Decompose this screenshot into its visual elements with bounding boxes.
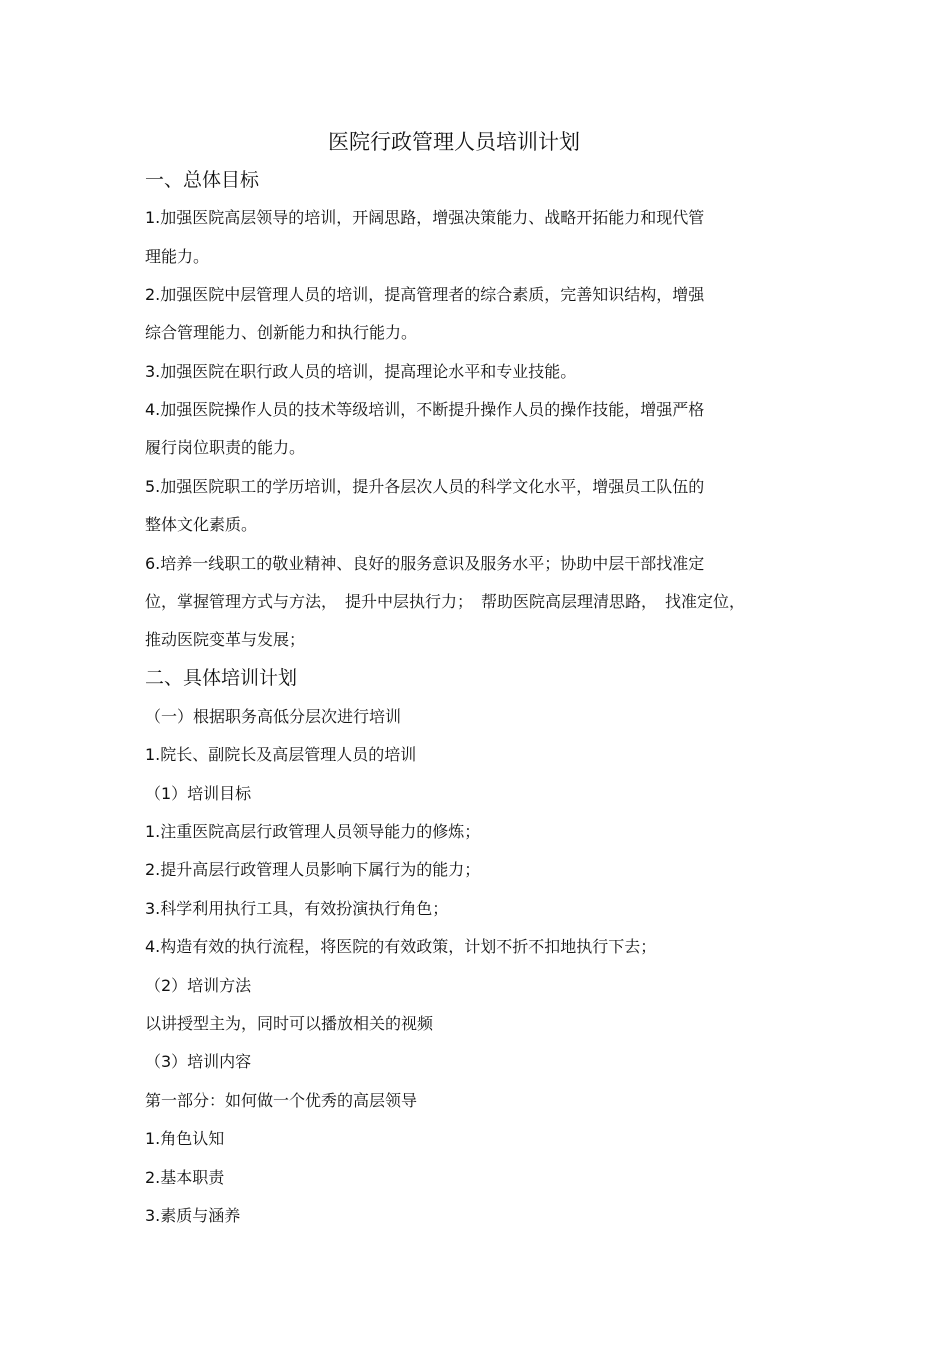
- training-goal-heading: （1）培训目标: [145, 784, 252, 803]
- item-senior-management: 1.院长、副院长及高层管理人员的培训: [145, 745, 417, 764]
- section-heading-training-plan: 二、具体培训计划: [145, 667, 298, 689]
- goal-4-line-2: 履行岗位职责的能力。: [145, 438, 306, 457]
- training-goal-2: 2.提升高层行政管理人员影响下属行为的能力；: [145, 860, 481, 879]
- subsection-by-position: （一）根据职务高低分层次进行培训: [145, 707, 402, 726]
- training-method-text: 以讲授型主为，同时可以播放相关的视频: [145, 1014, 434, 1033]
- section-heading-overall-goals: 一、总体目标: [145, 169, 260, 191]
- content-part-1-heading: 第一部分：如何做一个优秀的高层领导: [145, 1091, 418, 1110]
- training-goal-1: 1.注重医院高层行政管理人员领导能力的修炼；: [145, 822, 481, 841]
- document-title: 医院行政管理人员培训计划: [328, 130, 580, 154]
- content-item-1: 1.角色认知: [145, 1129, 225, 1148]
- training-goal-3: 3.科学利用执行工具，有效扮演执行角色；: [145, 899, 449, 918]
- goal-6-line-2: 位，掌握管理方式与方法， 提升中层执行力； 帮助医院高层理清思路， 找准定位，: [145, 592, 746, 611]
- content-item-2: 2.基本职责: [145, 1168, 225, 1187]
- training-content-heading: （3）培训内容: [145, 1052, 252, 1071]
- goal-2-line-2: 综合管理能力、创新能力和执行能力。: [145, 323, 418, 342]
- goal-5-line-2: 整体文化素质。: [145, 515, 258, 534]
- goal-5-line-1: 5.加强医院职工的学历培训，提升各层次人员的科学文化水平，增强员工队伍的: [145, 477, 705, 496]
- goal-1-line-2: 理能力。: [145, 247, 210, 266]
- training-goal-4: 4.构造有效的执行流程，将医院的有效政策，计划不折不扣地执行下去；: [145, 937, 657, 956]
- goal-6-line-3: 推动医院变革与发展；: [145, 630, 306, 649]
- goal-6-line-1: 6.培养一线职工的敬业精神、良好的服务意识及服务水平；协助中层干部找准定: [145, 554, 705, 573]
- goal-2-line-1: 2.加强医院中层管理人员的培训，提高管理者的综合素质，完善知识结构，增强: [145, 285, 705, 304]
- goal-3-line-1: 3.加强医院在职行政人员的培训，提高理论水平和专业技能。: [145, 362, 577, 381]
- training-method-heading: （2）培训方法: [145, 976, 252, 995]
- content-item-3: 3.素质与涵养: [145, 1206, 241, 1225]
- goal-4-line-1: 4.加强医院操作人员的技术等级培训，不断提升操作人员的操作技能，增强严格: [145, 400, 705, 419]
- goal-1-line-1: 1.加强医院高层领导的培训，开阔思路，增强决策能力、战略开拓能力和现代管: [145, 208, 705, 227]
